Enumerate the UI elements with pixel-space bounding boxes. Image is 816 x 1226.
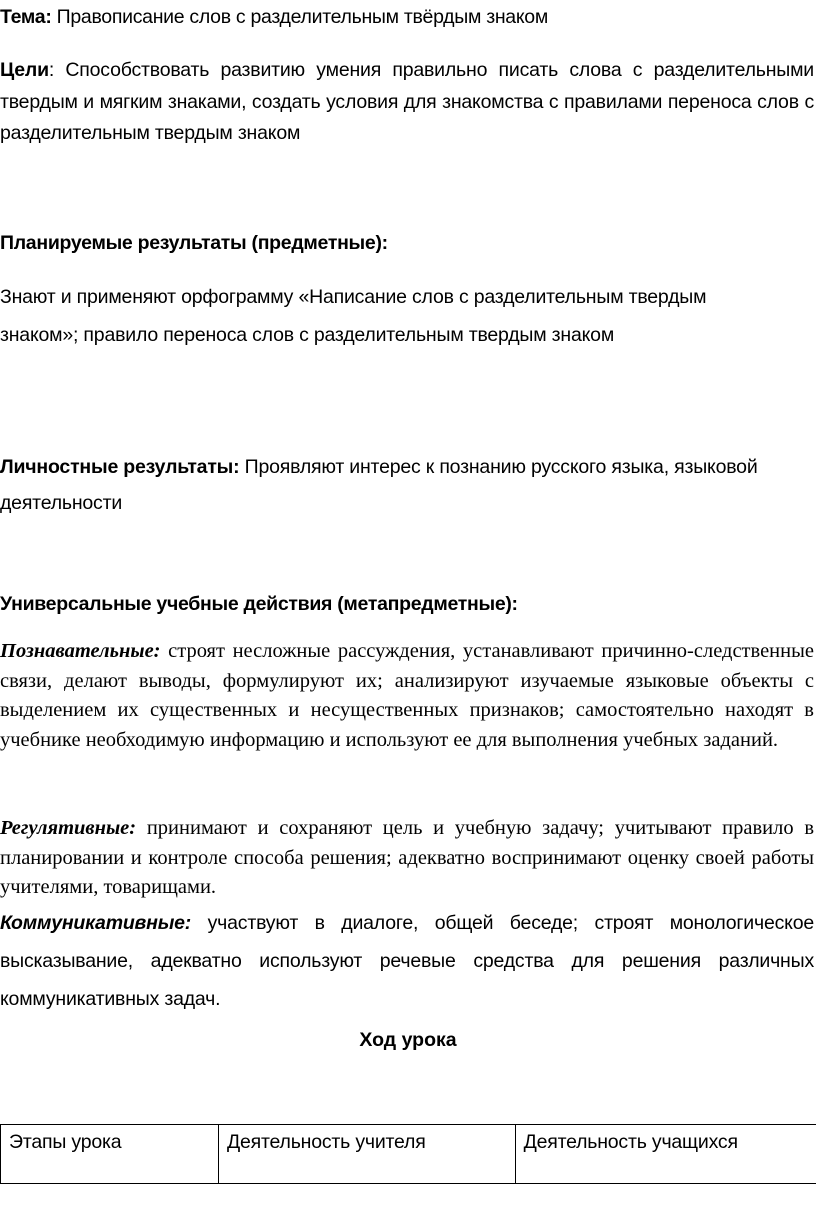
uud-heading-text: Универсальные учебные действия (метапредметные): bbox=[0, 593, 518, 615]
planned-results-text: Знают и применяют орфограмму «Написание слов с разделительным твердым знаком»; правило переноса слов с разделительным твердым знаком bbox=[0, 286, 707, 346]
column-header-stages: Этапы урока bbox=[1, 1125, 219, 1184]
table-header-row bbox=[1, 1125, 816, 1184]
goals-paragraph bbox=[0, 55, 814, 150]
lesson-title: Ход урока bbox=[359, 1029, 457, 1051]
personal-results-paragraph bbox=[0, 449, 780, 521]
planned-results-heading bbox=[0, 228, 814, 258]
topic-text: Правописание слов с разделительным твёрдым знаком bbox=[51, 6, 548, 28]
personal-results-label: Личностные результаты: bbox=[0, 456, 240, 478]
cognitive-paragraph bbox=[0, 637, 814, 755]
cognitive-text: строят несложные рассуждения, устанавливают причинно-следственные связи, делают выводы, формулируют их; анализируют изучаемые языковые объекты с выделением их существенных и несущественных признаков; самостоятельно находят в учебнике необходимую информацию и используют ее для выполнения учебных заданий. bbox=[0, 640, 814, 751]
regulatory-paragraph bbox=[0, 814, 814, 903]
column-header-student-activity: Деятельность учащихся bbox=[515, 1125, 816, 1184]
topic-line bbox=[0, 2, 814, 32]
lesson-stages-table bbox=[0, 1124, 816, 1184]
cognitive-label: Познавательные: bbox=[0, 640, 161, 662]
uud-heading bbox=[0, 589, 814, 619]
goals-text: : Способствовать развитию умения правильно писать слова с разделительными твердым и мягким знаками, создать условия для знакомства с правилами переноса слов с разделительным твердым знаком bbox=[0, 59, 814, 144]
goals-label: Цели bbox=[0, 59, 49, 81]
communicative-label: Коммуникативные: bbox=[0, 912, 192, 934]
planned-results-heading-text: Планируемые результаты (предметные): bbox=[0, 232, 388, 254]
personal-results-text: Проявляют интерес к познанию русского языка, языковой деятельности bbox=[0, 456, 758, 514]
communicative-paragraph bbox=[0, 904, 814, 1018]
topic-label: Тема: bbox=[0, 6, 52, 28]
communicative-text: участвуют в диалоге, общей беседе; строят монологическое высказывание, адекватно используют речевые средства для решения различных коммуникативных задач. bbox=[0, 912, 814, 1010]
regulatory-text: принимают и сохраняют цель и учебную задачу; учитывают правило в планировании и контроле способа решения; адекватно воспринимают оценку своей работы учителями, товарищами. bbox=[0, 817, 814, 899]
column-header-teacher-activity: Деятельность учителя bbox=[219, 1125, 516, 1184]
regulatory-label: Регулятивные: bbox=[0, 817, 137, 839]
